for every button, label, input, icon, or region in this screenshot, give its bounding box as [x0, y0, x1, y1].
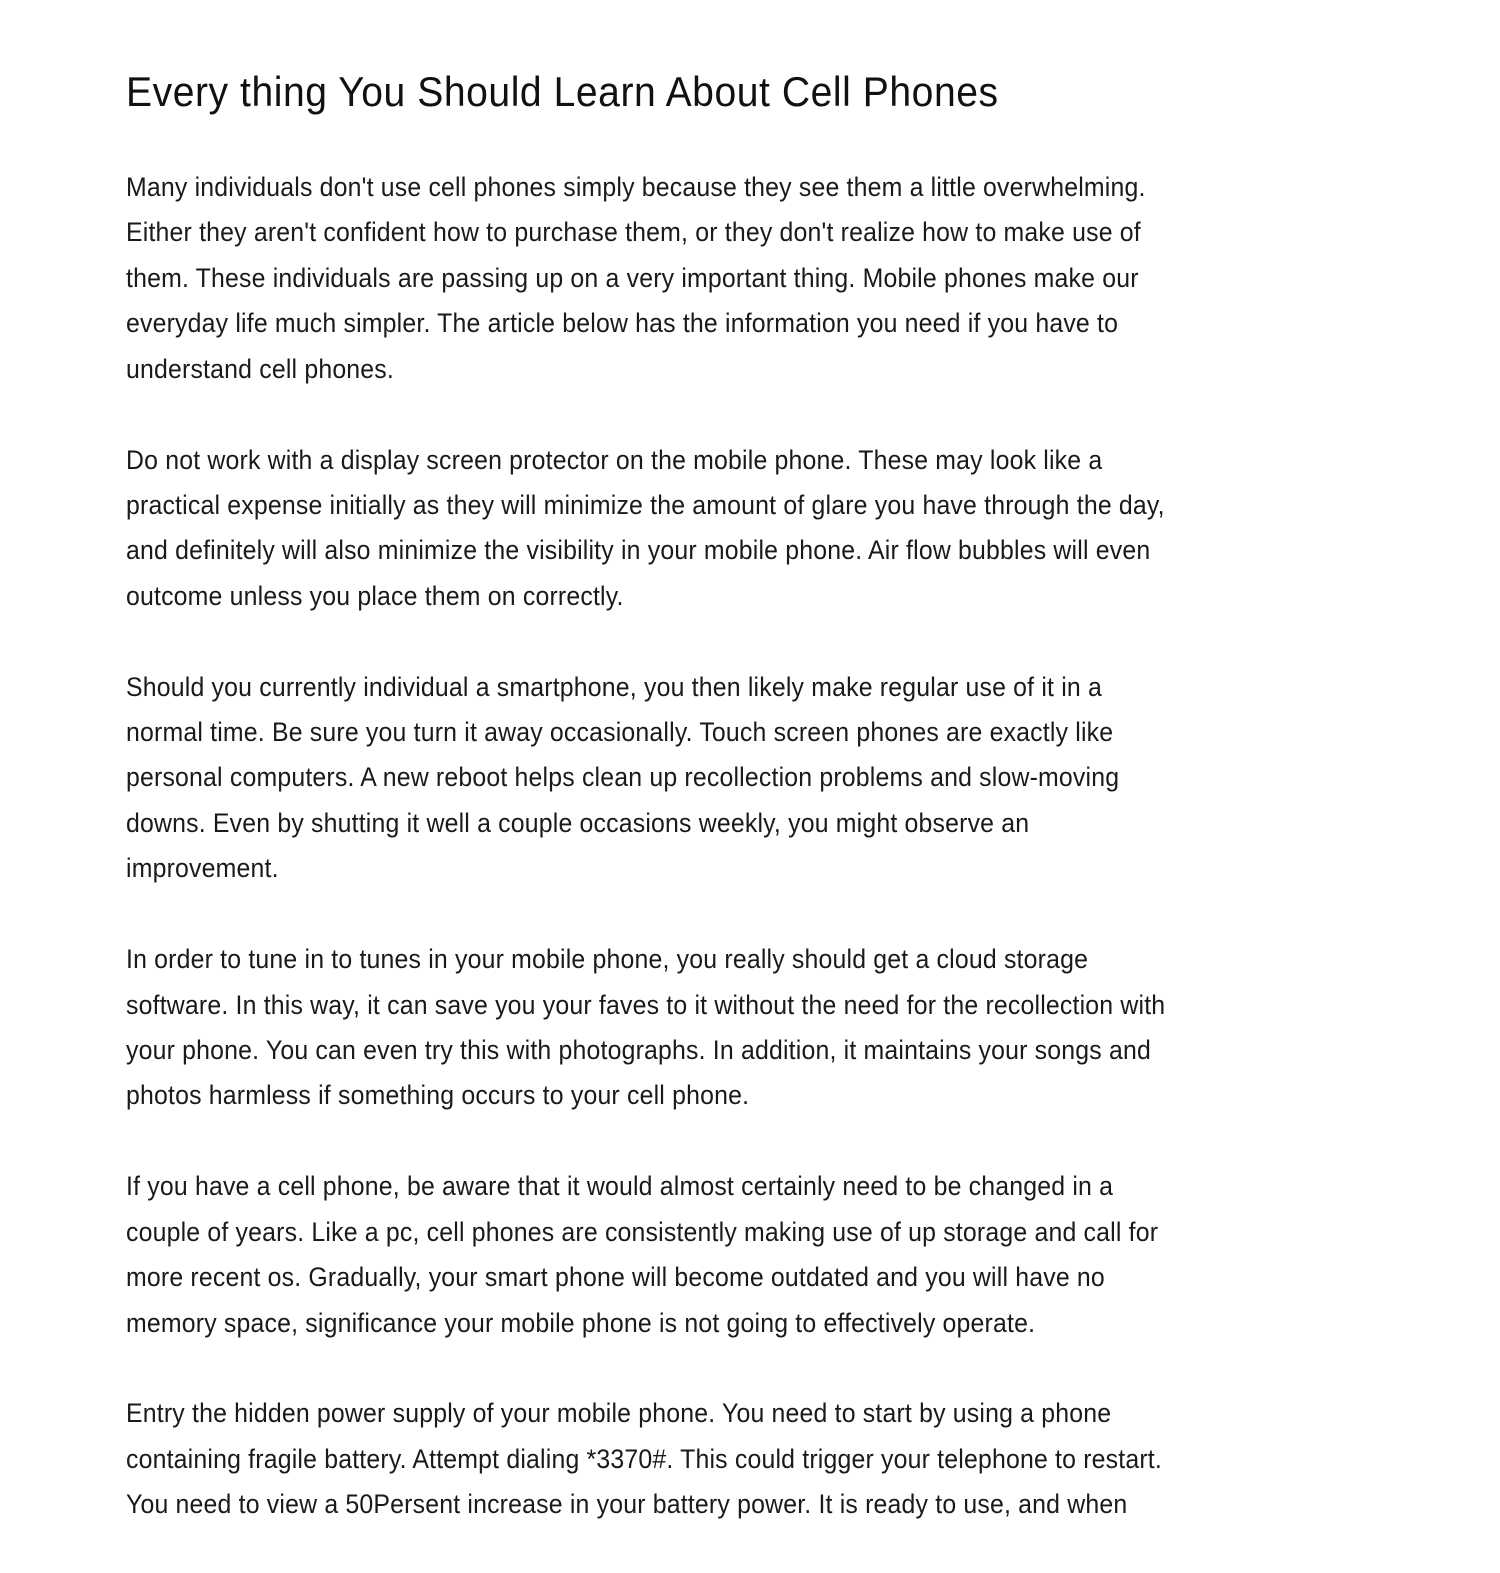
text-line: If you have a cell phone, be aware that it would almost certainly need to be changed in a	[126, 1171, 1114, 1202]
text-line: Should you currently individual a smartphone, you then likely make regular use of it in a	[126, 671, 1103, 702]
text-line: containing fragile battery. Attempt dialing *3370#. This could trigger your telephone to restart.	[126, 1443, 1162, 1474]
paragraph-hidden-battery	[126, 1391, 1416, 1527]
paragraph-cloud-storage	[126, 937, 1416, 1119]
text-line: normal time. Be sure you turn it away occasionally. Touch screen phones are exactly like	[126, 717, 1114, 748]
text-line: software. In this way, it can save you your faves to it without the need for the recollection with	[126, 989, 1166, 1020]
text-line: Do not work with a display screen protector on the mobile phone. These may look like a	[126, 444, 1103, 475]
page-title: Every thing You Should Learn About Cell Phones	[126, 68, 999, 115]
text-line: photos harmless if something occurs to your cell phone.	[126, 1080, 750, 1111]
text-line: downs. Even by shutting it well a couple occasions weekly, you might observe an	[126, 807, 1030, 838]
text-line: improvement.	[126, 853, 279, 884]
text-line: understand cell phones.	[126, 353, 395, 384]
text-line: memory space, significance your mobile phone is not going to effectively operate.	[126, 1307, 1036, 1338]
paragraph-screen-protector	[126, 438, 1416, 620]
text-line: You need to view a 50Persent increase in your battery power. It is ready to use, and when	[126, 1489, 1128, 1520]
text-line: them. These individuals are passing up on a very important thing. Mobile phones make our	[126, 262, 1139, 293]
text-line: everyday life much simpler. The article below has the information you need if you have to	[126, 308, 1119, 339]
text-line: Many individuals don't use cell phones simply because they see them a little overwhelming.	[126, 172, 1146, 202]
article-body	[126, 165, 1416, 1573]
paragraph-reboot	[126, 665, 1416, 892]
text-line: your phone. You can even try this with photographs. In addition, it maintains your songs and	[126, 1035, 1151, 1065]
text-line: and definitely will also minimize the visibility in your mobile phone. Air flow bubbles will even	[126, 535, 1151, 566]
text-line: couple of years. Like a pc, cell phones are consistently making use of up storage and call for	[126, 1216, 1159, 1247]
text-line: practical expense initially as they will minimize the amount of glare you have through the day,	[126, 489, 1165, 520]
paragraph-replacement	[126, 1164, 1416, 1346]
text-line: Entry the hidden power supply of your mobile phone. You need to start by using a phone	[126, 1398, 1112, 1429]
text-line: In order to tune in to tunes in your mobile phone, you really should get a cloud storage	[126, 944, 1089, 975]
text-line: Either they aren't confident how to purchase them, or they don't realize how to make use of	[126, 217, 1141, 248]
text-line: personal computers. A new reboot helps clean up recollection problems and slow-moving	[126, 762, 1120, 793]
text-line: more recent os. Gradually, your smart phone will become outdated and you will have no	[126, 1262, 1105, 1293]
paragraph-intro	[126, 165, 1416, 392]
text-line: outcome unless you place them on correctly.	[126, 580, 624, 611]
